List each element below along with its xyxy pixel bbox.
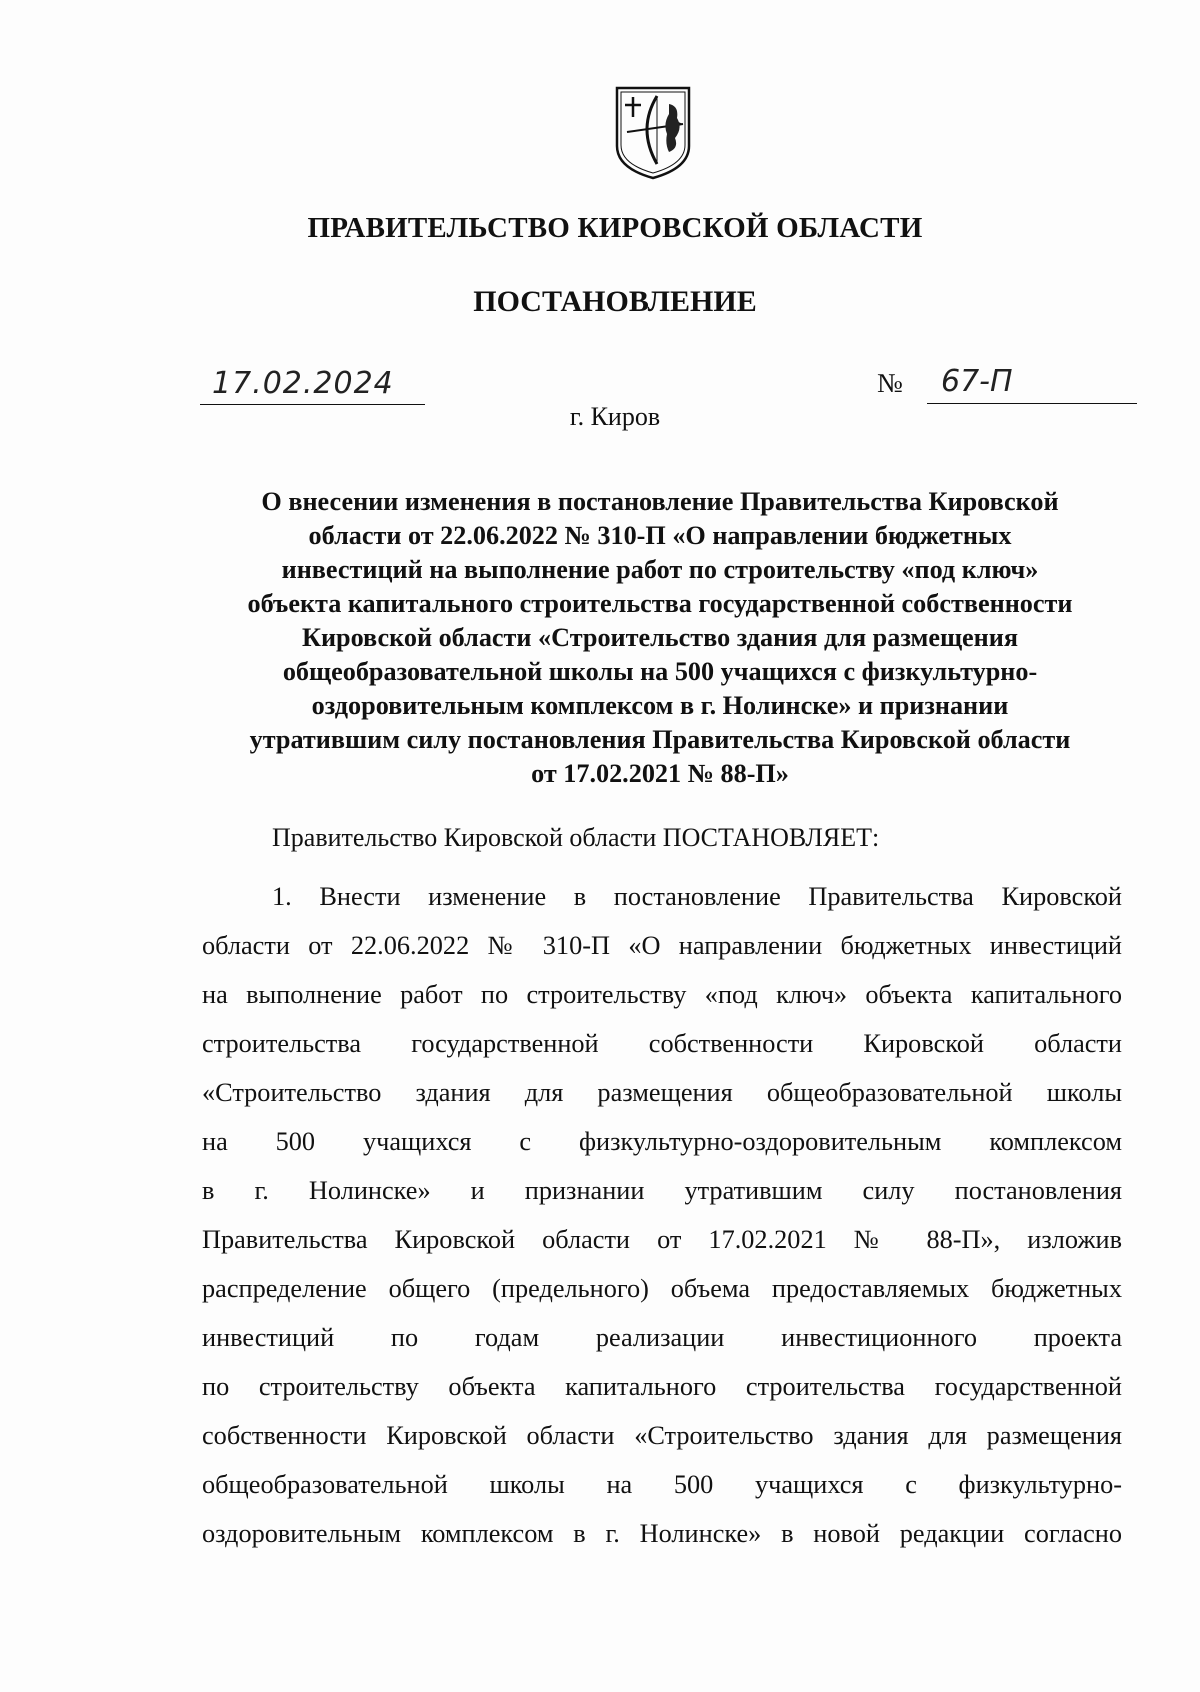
body-line: общеобразовательной школы на 500 учащихся с физкультурно-: [202, 1470, 1122, 1499]
document-number: 67-П: [941, 364, 1013, 399]
document-date: 17.02.2024: [212, 366, 394, 401]
resolution-intro: Правительство Кировской области ПОСТАНОВЛЯЕТ:: [272, 823, 880, 852]
body-line: оздоровительным комплексом в г. Нолинске» в новой редакции согласно: [202, 1519, 1122, 1548]
heading-line: оздоровительным комплексом в г. Нолинске» и признании: [311, 691, 1009, 720]
heading-line: объекта капитального строительства государственной собственности: [247, 589, 1073, 618]
body-line: в г. Нолинске» и признании утратившим силу постановления: [202, 1176, 1122, 1205]
body-line: по строительству объекта капитального строительства государственной: [202, 1372, 1122, 1401]
body-line: Правительства Кировской области от 17.02.2021 № 88-П», изложив: [202, 1225, 1122, 1254]
organization-title: ПРАВИТЕЛЬСТВО КИРОВСКОЙ ОБЛАСТИ: [307, 212, 923, 244]
heading-line: общеобразовательной школы на 500 учащихся с физкультурно-: [282, 657, 1038, 686]
document-body: [202, 872, 1122, 1558]
body-line: на 500 учащихся с физкультурно-оздоровительным комплексом: [202, 1127, 1122, 1156]
document-heading: [200, 485, 1120, 791]
heading-line: утратившим силу постановления Правительства Кировской области: [249, 725, 1071, 754]
number-sign: №: [877, 368, 903, 398]
heading-line: от 17.02.2021 № 88-П»: [531, 759, 789, 788]
body-line: строительства государственной собственности Кировской области: [202, 1029, 1122, 1058]
body-line: области от 22.06.2022 № 310-П «О направлении бюджетных инвестиций: [202, 931, 1122, 960]
document-number-field: [877, 366, 1137, 404]
body-line: «Строительство здания для размещения общеобразовательной школы: [202, 1078, 1122, 1107]
body-line: собственности Кировской области «Строительство здания для размещения: [202, 1421, 1122, 1450]
body-line: инвестиций по годам реализации инвестиционного проекта: [202, 1323, 1122, 1352]
number-underline: [927, 366, 1137, 404]
body-line: на выполнение работ по строительству «под ключ» объекта капитального: [202, 980, 1122, 1009]
body-line: распределение общего (предельного) объема предоставляемых бюджетных: [202, 1274, 1122, 1303]
document-city: г. Киров: [569, 402, 661, 431]
heading-line: инвестиций на выполнение работ по строительству «под ключ»: [281, 555, 1039, 584]
heading-line: Кировской области «Строительство здания для размещения: [301, 623, 1019, 652]
body-line: 1. Внести изменение в постановление Правительства Кировской: [272, 882, 1122, 911]
kirov-coat-of-arms-icon: [613, 84, 693, 182]
date-field: [200, 366, 425, 405]
heading-line: О внесении изменения в постановление Правительства Кировской: [261, 487, 1059, 516]
document-type: ПОСТАНОВЛЕНИЕ: [473, 285, 757, 318]
heading-line: области от 22.06.2022 № 310-П «О направлении бюджетных: [308, 521, 1012, 550]
